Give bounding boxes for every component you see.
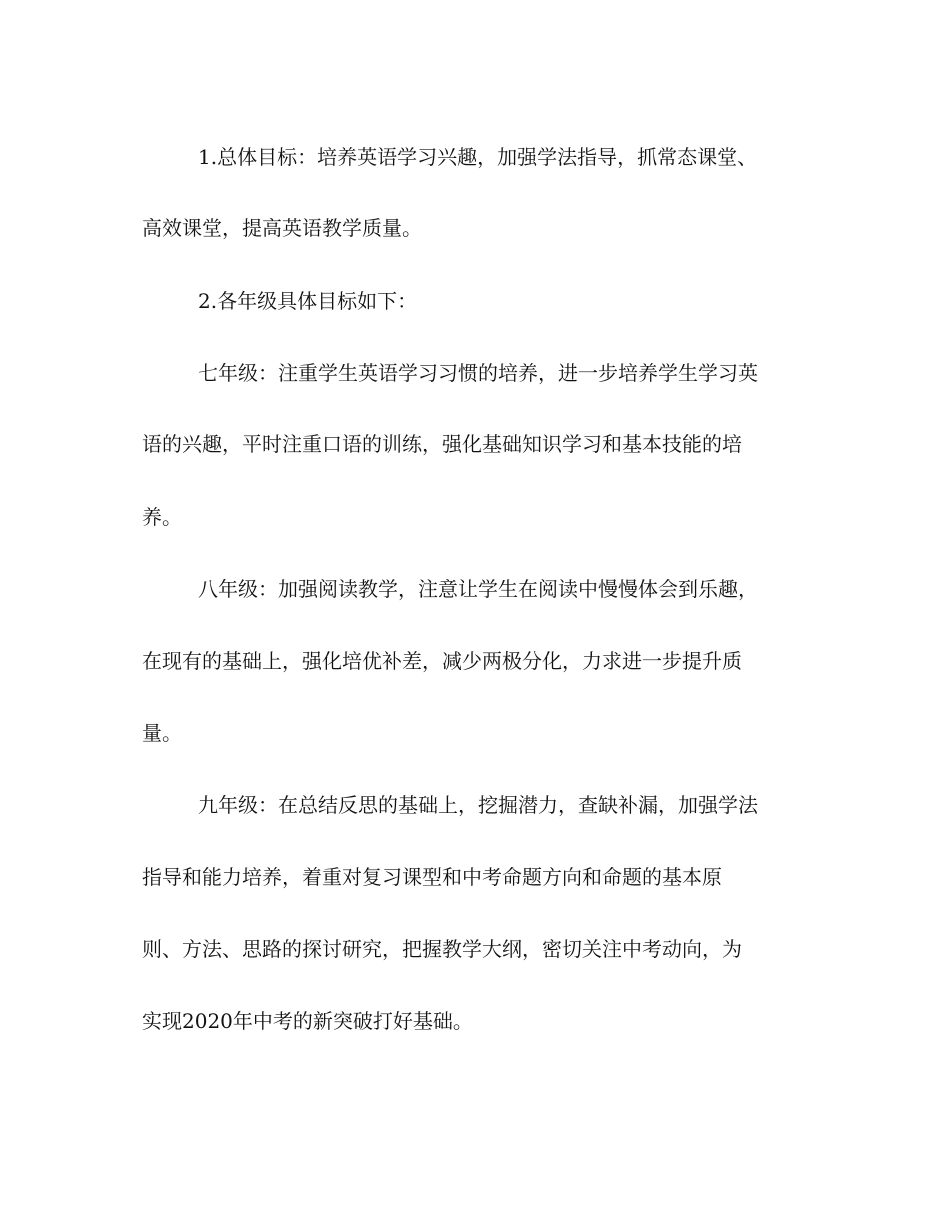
text-line: 高效课堂，提高英语教学质量。 [142, 216, 422, 240]
text-line: 九年级：在总结反思的基础上，挖掘潜力，查缺补漏，加强学法 [198, 793, 758, 817]
text-line: 八年级：加强阅读教学，注意让学生在阅读中慢慢体会到乐趣， [198, 577, 758, 601]
text-line: 在现有的基础上，强化培优补差，减少两极分化，力求进一步提升质 [142, 649, 742, 673]
text-line: 养。 [142, 505, 182, 529]
text-line: 语的兴趣，平时注重口语的训练，强化基础知识学习和基本技能的培 [142, 432, 742, 456]
text-line: 七年级：注重学生英语学习习惯的培养，进一步培养学生学习英 [198, 361, 758, 385]
text-line: 指导和能力培养，着重对复习课型和中考命题方向和命题的基本原 [142, 865, 722, 889]
text-line: 1.总体目标：培养英语学习兴趣，加强学法指导，抓常态课堂、 [198, 145, 758, 169]
text-line: 实现2020年中考的新突破打好基础。 [142, 1009, 473, 1033]
text-line: 2.各年级具体目标如下： [198, 289, 418, 313]
text-line: 量。 [142, 721, 182, 745]
text-line: 则、方法、思路的探讨研究，把握教学大纲，密切关注中考动向，为 [142, 937, 742, 961]
